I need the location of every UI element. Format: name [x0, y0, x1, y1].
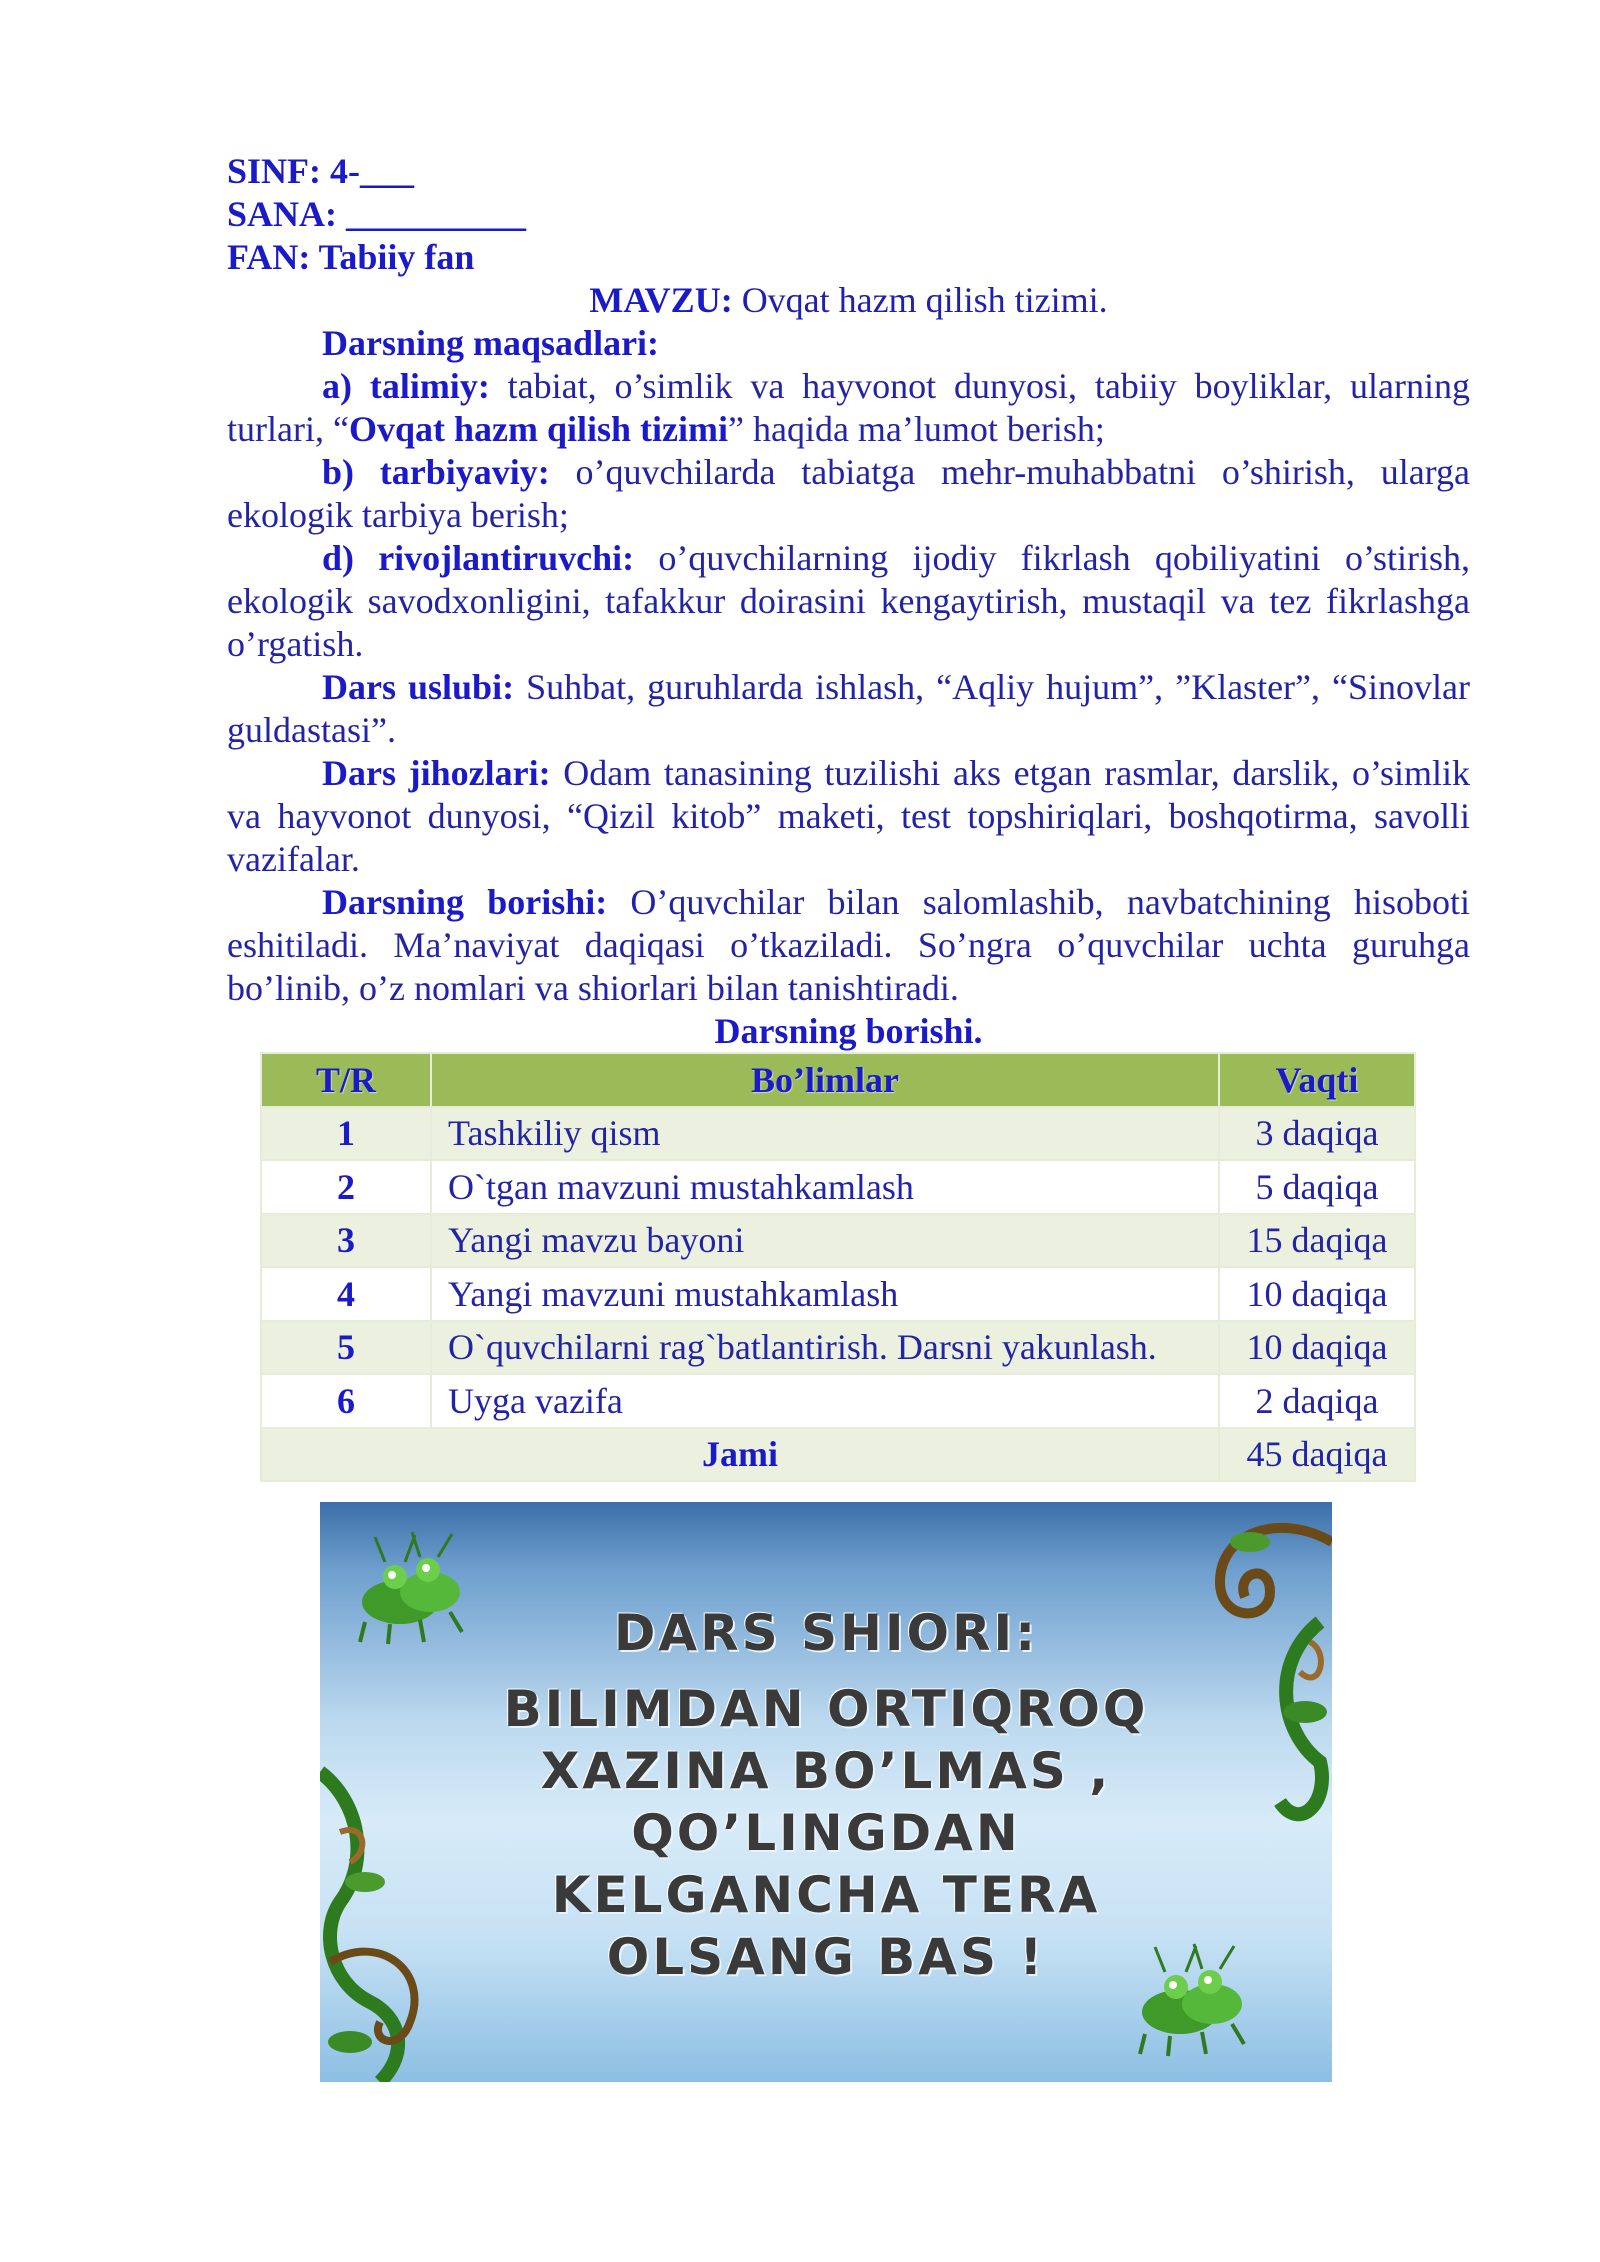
table-total-row [261, 1428, 1415, 1482]
row-number: 4 [261, 1267, 431, 1321]
row-number: 3 [261, 1214, 431, 1268]
motto-line: BILIMDAN ORTIQROQ [503, 1680, 1149, 1738]
row-section: Yangi mavzu bayoni [431, 1214, 1219, 1268]
class-line: SINF: 4-___ [227, 151, 414, 191]
topic-text: Ovqat hazm qilish tizimi. [741, 280, 1108, 320]
goal-a-bold: Ovqat hazm qilish tizimi [348, 409, 728, 449]
goal-a-text1: tabiat, o’simlik va hayvonot dunyosi, tabiiy boyliklar, ularning turlari, “ [227, 366, 1470, 449]
table-row [261, 1107, 1415, 1161]
goals-heading-text: Darsning maqsadlari: [322, 323, 660, 363]
row-section: Uyga vazifa [431, 1374, 1219, 1428]
lesson-schedule-table [260, 1052, 1416, 1482]
row-time: 5 daqiqa [1219, 1160, 1415, 1214]
goal-a-label: a) talimiy: [322, 366, 490, 406]
header-tr: T/R [261, 1053, 431, 1107]
motto-line: OLSANG BAS ! [606, 1928, 1046, 1986]
lesson-style [227, 666, 1470, 752]
goal-a-text2: ” haqida ma’lumot berish; [727, 409, 1105, 449]
row-section: O`quvchilarni rag`batlantirish. Darsni yakunlash. [431, 1321, 1219, 1375]
lesson-equipment-label: Dars jihozlari: [322, 753, 551, 793]
row-section: O`tgan mavzuni mustahkamlash [431, 1160, 1219, 1214]
table-header-row [261, 1053, 1415, 1107]
motto-line: QO’LINGDAN [631, 1804, 1021, 1862]
motto-line: XAZINA BO’LMAS , [540, 1742, 1112, 1800]
table-row [261, 1321, 1415, 1375]
row-time: 10 daqiqa [1219, 1267, 1415, 1321]
motto-line: KELGANCHA TERA [551, 1866, 1101, 1924]
table-row [261, 1267, 1415, 1321]
subject-line: FAN: Tabiiy fan [227, 237, 475, 277]
lesson-process [227, 881, 1470, 1010]
lesson-process-text: O’quvchilar bilan salomlashib, navbatchining hisoboti eshitiladi. Ma’naviyat daqiqasi o’tkaziladi. So’ngra o’quvchilar uchta guruhga bo’linib, o’z nomlari va shiorlari bilan tanishtiradi. [227, 882, 1470, 1008]
row-time: 3 daqiqa [1219, 1107, 1415, 1161]
row-section: Tashkiliy qism [431, 1107, 1219, 1161]
total-time: 45 daqiqa [1219, 1428, 1415, 1482]
row-number: 5 [261, 1321, 431, 1375]
goal-educational [227, 365, 1470, 451]
date-line: SANA: __________ [227, 194, 527, 234]
motto-text [320, 1602, 1332, 1988]
goal-upbringing [227, 451, 1470, 537]
table-caption: Darsning borishi. [714, 1011, 983, 1051]
lesson-plan-page [227, 150, 1470, 1053]
goals-heading [227, 322, 1470, 365]
row-time: 15 daqiqa [1219, 1214, 1415, 1268]
goal-b-label: b) tarbiyaviy: [322, 452, 550, 492]
goal-d-label: d) rivojlantiruvchi: [322, 538, 635, 578]
row-section: Yangi mavzuni mustahkamlash [431, 1267, 1219, 1321]
lesson-process-label: Darsning borishi: [322, 882, 608, 922]
table-row [261, 1214, 1415, 1268]
topic-label: MAVZU: [589, 280, 733, 320]
table-row [261, 1374, 1415, 1428]
lesson-equipment-text: Odam tanasining tuzilishi aks etgan rasmlar, darslik, o’simlik va hayvonot dunyosi, “Qizil kitob” maketi, test topshiriqlari, boshqotirma, savolli vazifalar. [227, 753, 1471, 879]
lesson-equipment [227, 752, 1470, 881]
motto-title: DARS SHIORI: [613, 1604, 1039, 1662]
row-time: 2 daqiqa [1219, 1374, 1415, 1428]
lesson-style-label: Dars uslubi: [322, 667, 515, 707]
header-sections: Bo’limlar [431, 1053, 1219, 1107]
lesson-style-text: Suhbat, guruhlarda ishlash, “Aqliy hujum”, ”Klaster”, “Sinovlar guldastasi”. [227, 667, 1471, 750]
table-row [261, 1160, 1415, 1214]
row-number: 1 [261, 1107, 431, 1161]
goal-d-text: o’quvchilarning ijodiy fikrlash qobiliyatini o’stirish, ekologik savodxonligini, tafakkur doirasini kengaytirish, mustaqil va tez fikrlashga o’rgatish. [227, 538, 1471, 664]
row-number: 6 [261, 1374, 431, 1428]
row-time: 10 daqiqa [1219, 1321, 1415, 1375]
goal-b-text: o’quvchilarda tabiatga mehr-muhabbatni o’shirish, ularga ekologik tarbiya berish; [227, 452, 1470, 535]
total-label: Jami [261, 1428, 1219, 1482]
goal-developmental [227, 537, 1470, 666]
lesson-motto-poster [320, 1502, 1332, 2082]
topic-line [227, 279, 1470, 322]
header-time: Vaqti [1219, 1053, 1415, 1107]
row-number: 2 [261, 1160, 431, 1214]
